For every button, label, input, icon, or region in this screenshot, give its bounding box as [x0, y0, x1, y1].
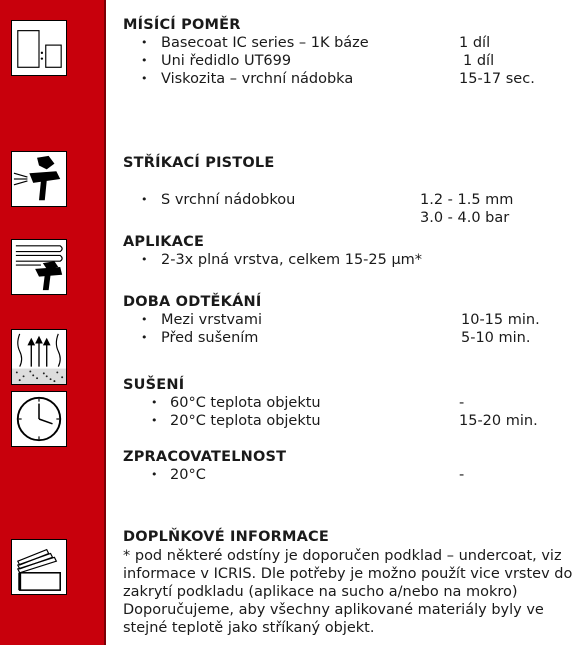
application-icon	[11, 239, 67, 295]
section-title: DOBA ODTĚKÁNÍ	[123, 294, 262, 310]
clock-icon	[11, 391, 67, 447]
bullet: •	[141, 331, 148, 344]
bullet: •	[151, 414, 158, 427]
item-label: 60°C teplota objektu	[170, 395, 321, 411]
application-section	[123, 233, 583, 269]
drying-section	[123, 376, 583, 430]
spray-gun-icon	[11, 151, 67, 207]
flash-off-icon	[11, 329, 67, 385]
item-label: 20°C	[170, 467, 206, 483]
item-value: -	[459, 467, 465, 483]
section-title: ZPRACOVATELNOST	[123, 449, 287, 465]
list-item	[123, 70, 583, 88]
sidebar-divider	[104, 0, 106, 645]
list-item	[123, 394, 583, 412]
bullet: •	[141, 253, 148, 266]
section-title: APLIKACE	[123, 234, 205, 250]
section-title: MÍSÍCÍ POMĚR	[123, 17, 241, 33]
list-item	[123, 52, 583, 70]
item-value: 1 díl	[463, 53, 495, 69]
item-value: -	[459, 395, 465, 411]
item-value: 5-10 min.	[461, 330, 531, 346]
item-value: 15-17 sec.	[459, 71, 535, 87]
mixing-section	[123, 16, 583, 88]
additional-section	[123, 528, 329, 546]
bullet: •	[141, 313, 148, 326]
item-label: 20°C teplota objektu	[170, 413, 321, 429]
list-item	[123, 311, 583, 329]
flash-off-section	[123, 293, 583, 347]
item-label: S vrchní nádobkou	[161, 192, 296, 208]
item-value: 1.2 - 1.5 mm	[420, 192, 514, 208]
spray-gun-section	[123, 154, 583, 227]
mixing-ratio-icon	[11, 20, 67, 76]
list-item	[123, 251, 583, 269]
section-title: DOPLŇKOVÉ INFORMACE	[123, 529, 329, 545]
bullet: •	[141, 193, 148, 206]
book-icon	[11, 539, 67, 595]
bullet: •	[151, 396, 158, 409]
bullet: •	[141, 72, 148, 85]
workability-section	[123, 448, 583, 484]
list-item	[123, 412, 583, 430]
bullet: •	[141, 36, 148, 49]
item-label: Před sušením	[161, 330, 259, 346]
section-title: SUŠENÍ	[123, 377, 185, 393]
item-label: 2-3x plná vrstva, celkem 15-25 μm*	[161, 252, 423, 268]
item-value: 15-20 min.	[459, 413, 538, 429]
item-value: 1 díl	[459, 35, 491, 51]
item-value: 10-15 min.	[461, 312, 540, 328]
bullet: •	[151, 468, 158, 481]
section-title: STŘÍKACÍ PISTOLE	[123, 155, 275, 171]
list-item	[123, 34, 583, 52]
list-item-continuation	[123, 209, 583, 227]
list-item	[123, 329, 583, 347]
item-label: Basecoat IC series – 1K báze	[161, 35, 369, 51]
bullet: •	[141, 54, 148, 67]
item-value: 3.0 - 4.0 bar	[420, 210, 510, 226]
item-label: Mezi vrstvami	[161, 312, 263, 328]
item-label: Viskozita – vrchní nádobka	[161, 71, 354, 87]
additional-text: * pod některé odstíny je doporučen podklad – undercoat, viz informace v ICRIS. Dle potřeby je možno použít vice vrstev do zakrytí podkladu (aplikace na sucho a/nebo na mokro) Doporučujeme, aby všechny aplikované materiály byly ve stejné teplotě jako stříkaný objekt.	[123, 548, 573, 636]
list-item	[123, 466, 583, 484]
item-label: Uni ředidlo UT699	[161, 53, 292, 69]
list-item	[123, 191, 583, 209]
